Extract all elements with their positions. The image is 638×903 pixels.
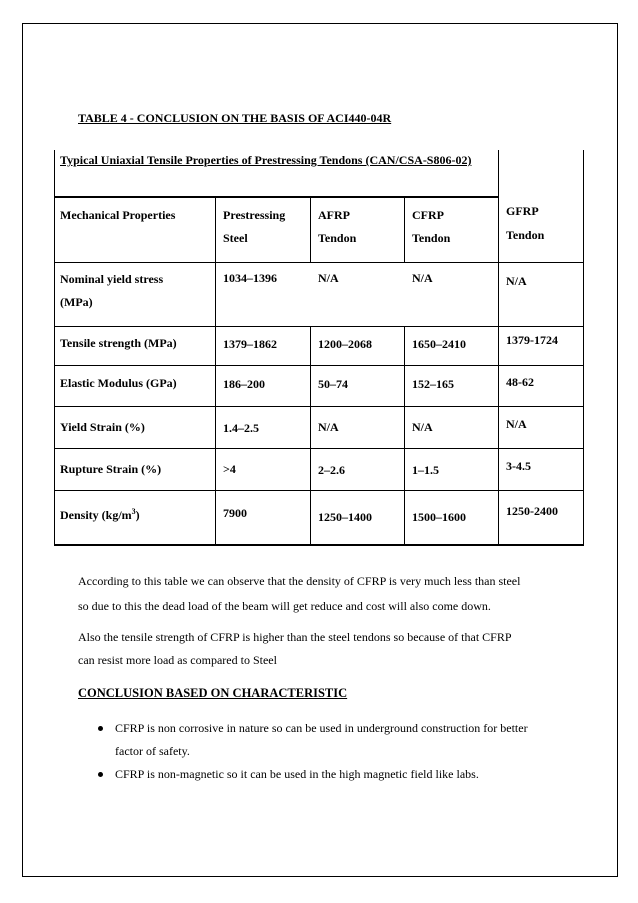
row-divider [54,326,584,327]
row2-prop: Tensile strength (MPa) [60,336,177,350]
row6-cfrp: 1500–1600 [412,510,466,524]
row2-cfrp: 1650–2410 [412,337,466,351]
table-bottom [54,544,584,546]
row-divider [54,448,584,449]
row-divider [54,262,584,263]
row5-afrp: 2–2.6 [318,463,345,477]
row6-steel: 7900 [223,506,247,520]
row5-gfrp: 3-4.5 [506,459,531,473]
row4-gfrp: N/A [506,417,527,431]
header-afrp-line1: AFRP [318,208,350,222]
row6-gfrp: 1250-2400 [506,504,558,518]
header-gfrp-line2: Tendon [506,228,545,242]
row1-steel: 1034–1396 [223,271,277,285]
row4-afrp: N/A [318,420,339,434]
row6-prop: Density $(kg/m^3)$ [60,507,140,522]
paragraph-1-line-2: so due to this the dead load of the beam will get reduce and cost will also come down. [78,599,491,613]
row6-afrp: 1250–1400 [318,510,372,524]
bullet-2-line-1: CFRP is non-magnetic so it can be used in the high magnetic field like labs. [115,767,479,781]
row-divider [54,406,584,407]
bullet-icon [98,726,103,731]
table-border-right [583,150,584,546]
conclusion-heading: CONCLUSION BASED ON CHARACTERISTIC [78,686,348,700]
row-divider [54,365,584,366]
row3-afrp: 50–74 [318,377,348,391]
paragraph-2-line-2: can resist more load as compared to Steel [78,653,277,667]
row4-prop: Yield Strain (%) [60,420,145,434]
header-steel-line2: Steel [223,231,248,245]
table-border-left [54,150,55,546]
col-divider [498,150,499,546]
col-divider [310,196,311,262]
row1-prop-line2: (MPa) [60,295,93,309]
header-gfrp-line1: GFRP [506,204,539,218]
col-divider [404,196,405,262]
row3-cfrp: 152–165 [412,377,454,391]
bullet-icon [98,772,103,777]
header-cfrp-line1: CFRP [412,208,444,222]
col-divider [215,196,216,546]
row2-gfrp: 1379-1724 [506,333,558,347]
row1-gfrp: N/A [506,274,527,288]
table-heading: TABLE 4 - CONCLUSION ON THE BASIS OF ACI440-04R [78,111,392,125]
bullet-1-line-2: factor of safety. [115,744,190,758]
row5-prop: Rupture Strain (%) [60,462,162,476]
paragraph-2-line-1: Also the tensile strength of CFRP is higher than the steel tendons so because of that CFRP [78,630,512,644]
row1-cfrp: N/A [412,271,433,285]
row3-steel: 186–200 [223,377,265,391]
paragraph-1-line-1: According to this table we can observe that the density of CFRP is very much less than steel [78,574,521,588]
header-cfrp-line2: Tendon [412,231,451,245]
header-mechanical-properties: Mechanical Properties [60,208,176,222]
header-afrp-line2: Tendon [318,231,357,245]
row1-afrp: N/A [318,271,339,285]
row4-cfrp: N/A [412,420,433,434]
col-divider [404,326,405,546]
row1-prop-line1: Nominal yield stress [60,272,164,286]
row-divider [54,490,584,491]
row5-steel: >4 [223,462,236,476]
row3-gfrp: 48-62 [506,375,534,389]
col-divider [310,326,311,546]
row2-steel: 1379–1862 [223,337,277,351]
header-steel-line1: Prestressing [223,208,286,222]
row3-prop: Elastic Modulus (GPa) [60,376,177,390]
row4-steel: 1.4–2.5 [223,421,259,435]
bullet-1-line-1: CFRP is non corrosive in nature so can be used in underground construction for better [115,721,528,735]
row5-cfrp: 1–1.5 [412,463,439,477]
row2-afrp: 1200–2068 [318,337,372,351]
table-caption: Typical Uniaxial Tensile Properties of Prestressing Tendons (CAN/CSA-S806-02) [60,153,472,167]
caption-divider [54,196,498,198]
